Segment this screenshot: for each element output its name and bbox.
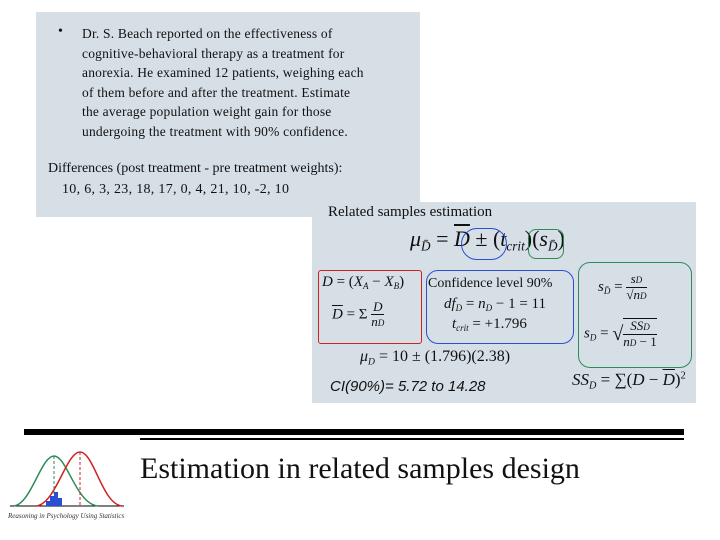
standard-deviation-formula: $s_D$ = √ SSD nD − 1 — [584, 318, 657, 349]
problem-line: cognitive-behavioral therapy as a treatment for — [82, 45, 345, 61]
tcrit-value: $t_{crit} = +1.796$ — [452, 316, 527, 334]
divider-thick — [24, 429, 684, 435]
divider-thin — [140, 438, 684, 440]
df-formula: $df_D = n_D - 1 = 11$ — [444, 296, 547, 314]
problem-statement — [82, 24, 412, 141]
substituted-formula: $\mu_D = 10 \pm (1.796)(2.38)$ — [360, 348, 511, 368]
ci-formula: $\mu_{D̄} = \overline{D} \pm (t_{crit})(s_{D̄})$ — [410, 226, 565, 254]
problem-line: Dr. S. Beach reported on the effectiveness of — [82, 26, 333, 41]
differences-values: 10, 6, 3, 23, 18, 17, 0, 4, 21, 10, -2, 10 — [62, 182, 290, 197]
logo-caption: Reasoning in Psychology Using Statistics — [8, 512, 125, 520]
slide-title: Estimation in related samples design — [140, 452, 580, 485]
standard-error-formula: $s_{D̄}$ = $\frac{sD}{√nD}$ — [598, 271, 647, 302]
problem-line: anorexia. He examined 12 patients, weighing each — [82, 65, 364, 80]
problem-line: undergoing the treatment with 90% confidence. — [82, 123, 348, 139]
mean-difference-formula: $\overline{D} = \Sigma$ $\frac{D}{nD}$ — [332, 299, 385, 329]
formula-title: Related samples estimation — [328, 204, 493, 220]
distribution-logo-icon — [6, 448, 130, 522]
bullet-marker: • — [58, 24, 63, 39]
ci-result: CI(90%)= 5.72 to 14.28 — [330, 378, 486, 395]
problem-line: of them before and after the treatment. Estimate — [82, 84, 351, 100]
difference-formula: $D = (X_A - X_B)$ — [322, 274, 405, 292]
sum-of-squares-formula: $SS_D = \sum(D - \overline{D})^2$ — [572, 370, 686, 392]
tcrit-highlight — [461, 228, 507, 260]
confidence-level: Confidence level 90% — [428, 276, 553, 291]
problem-line: the average population weight gain for those — [82, 104, 332, 119]
differences-label: Differences (post treatment - pre treatment weights): — [48, 161, 343, 176]
se-highlight — [528, 229, 564, 259]
